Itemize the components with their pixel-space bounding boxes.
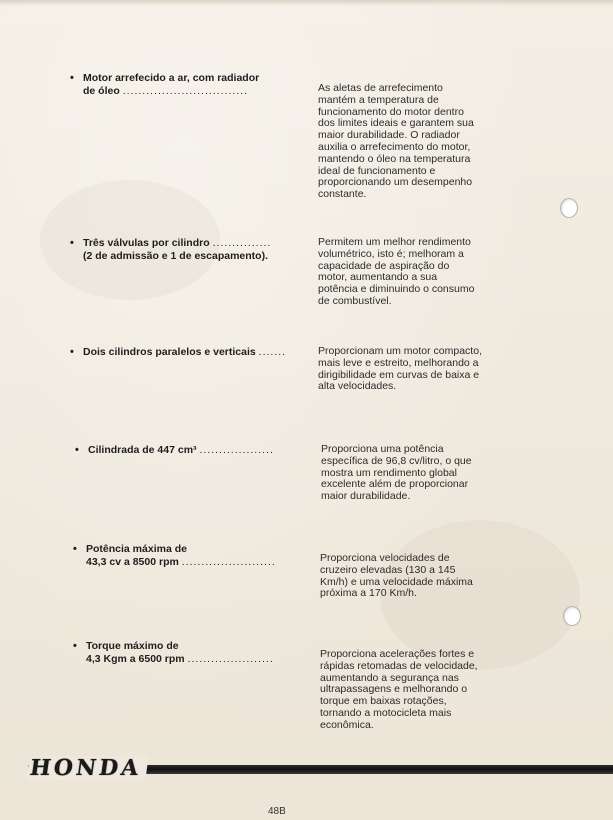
feature-label [75, 444, 315, 457]
description-line: dirigibilidade em curvas de baixa e [318, 368, 480, 381]
bullet-icon: • [70, 346, 74, 358]
description-line: volumétrico, isto é; melhoram a [318, 247, 464, 260]
description-line: mostra um rendimento global [321, 466, 457, 479]
label-text: 4,3 Kgm a 6500 rpm [86, 653, 185, 665]
feature-description [320, 553, 510, 600]
feature-label [73, 543, 313, 569]
description-line: econômica. [320, 718, 374, 731]
description-line: alta velocidades. [318, 380, 397, 393]
description-line: maior durabilidade. [321, 490, 411, 503]
label-line: (2 de admissão e 1 de escapamento). [83, 250, 268, 262]
description-line: mantém a temperatura de [318, 93, 439, 106]
feature-label [70, 72, 310, 98]
leader-dots: ................... [199, 444, 274, 456]
label-line-with-leader [75, 444, 315, 457]
description-line: mais leve e estreito, melhorando a [318, 356, 479, 369]
label-line-with-leader [70, 346, 310, 359]
leader-dots: ................................ [122, 85, 249, 97]
description-line: maior durabilidade. O radiador [318, 129, 460, 142]
bullet-icon: • [70, 72, 74, 84]
description-line: dos limites ideais e garantem sua [318, 117, 474, 130]
description-line: proporcionando um desempenho [318, 176, 473, 189]
feature-description [318, 346, 508, 393]
description-line: ideal de funcionamento e [318, 164, 436, 177]
label-text: Três válvulas por cilindro [83, 237, 210, 249]
label-line: Potência máxima de [86, 543, 187, 555]
label-text: Dois cilindros paralelos e verticais [83, 346, 256, 358]
label-text: 43,3 cv a 8500 rpm [86, 556, 179, 568]
feature-description [320, 649, 510, 732]
description-line: constante. [318, 188, 367, 201]
punch-hole-top [560, 198, 578, 218]
leader-dots: ............... [212, 237, 272, 249]
leader-dots: ....... [258, 346, 287, 358]
leader-dots: ...................... [187, 653, 274, 665]
description-line: aumentando a segurança nas [320, 671, 459, 684]
description-line: ultrapassagens e melhorando o [320, 683, 468, 696]
feature-description [318, 237, 508, 308]
description-line: específica de 96,8 cv/litro, o que [321, 454, 472, 467]
description-line: Km/h) e uma velocidade máxima [320, 575, 473, 588]
feature-description [318, 83, 508, 201]
feature-label [70, 237, 310, 263]
description-line: mantendo o óleo na temperatura [318, 152, 471, 165]
punch-hole-bottom [563, 606, 581, 626]
label-line-with-leader [70, 85, 310, 98]
description-line: funcionamento do motor dentro [318, 105, 464, 118]
label-text: de óleo [83, 85, 120, 97]
brand-footer-bar [28, 755, 613, 781]
description-line: Proporciona acelerações fortes e [320, 648, 475, 660]
feature-label [73, 640, 313, 666]
description-line: Permitem um melhor rendimento [318, 236, 471, 248]
description-line: rápidas retomadas de velocidade, [320, 659, 478, 672]
page-number: 48B [268, 806, 286, 817]
bullet-icon: • [73, 543, 77, 555]
label-line-with-leader [73, 653, 313, 666]
label-line-with-leader [70, 237, 310, 250]
description-line: tornando a motocicleta mais [320, 706, 452, 719]
feature-label [70, 346, 310, 359]
description-line: de combustível. [318, 294, 392, 307]
leader-dots: ........................ [181, 556, 276, 568]
description-line: Proporciona velocidades de [320, 552, 450, 564]
label-line: Torque máximo de [86, 640, 179, 652]
description-line: capacidade de aspiração do [318, 259, 450, 272]
description-line: Proporciona uma potência [321, 443, 444, 455]
description-line: torque em baixas rotações, [320, 695, 447, 708]
honda-logo: HONDA [26, 756, 149, 780]
label-line: Motor arrefecido a ar, com radiador [83, 72, 260, 84]
label-text: Cilindrada de 447 cm³ [88, 444, 197, 456]
description-line: As aletas de arrefecimento [318, 82, 443, 94]
description-line: motor, aumentando a sua [318, 271, 438, 284]
feature-description [321, 444, 511, 503]
description-line: auxilia o arrefecimento do motor, [318, 140, 471, 153]
description-line: potência e diminuindo o consumo [318, 283, 475, 296]
label-line-with-leader [73, 556, 313, 569]
description-line: Proporcionam um motor compacto, [318, 345, 482, 357]
description-line: cruzeiro elevadas (130 a 145 [320, 563, 456, 576]
description-line: próxima a 170 Km/h. [320, 587, 417, 600]
description-line: excelente além de proporcionar [321, 478, 469, 491]
bullet-icon: • [73, 640, 77, 652]
bullet-icon: • [70, 237, 74, 249]
bullet-icon: • [75, 444, 79, 456]
page-top-edge [0, 0, 613, 6]
